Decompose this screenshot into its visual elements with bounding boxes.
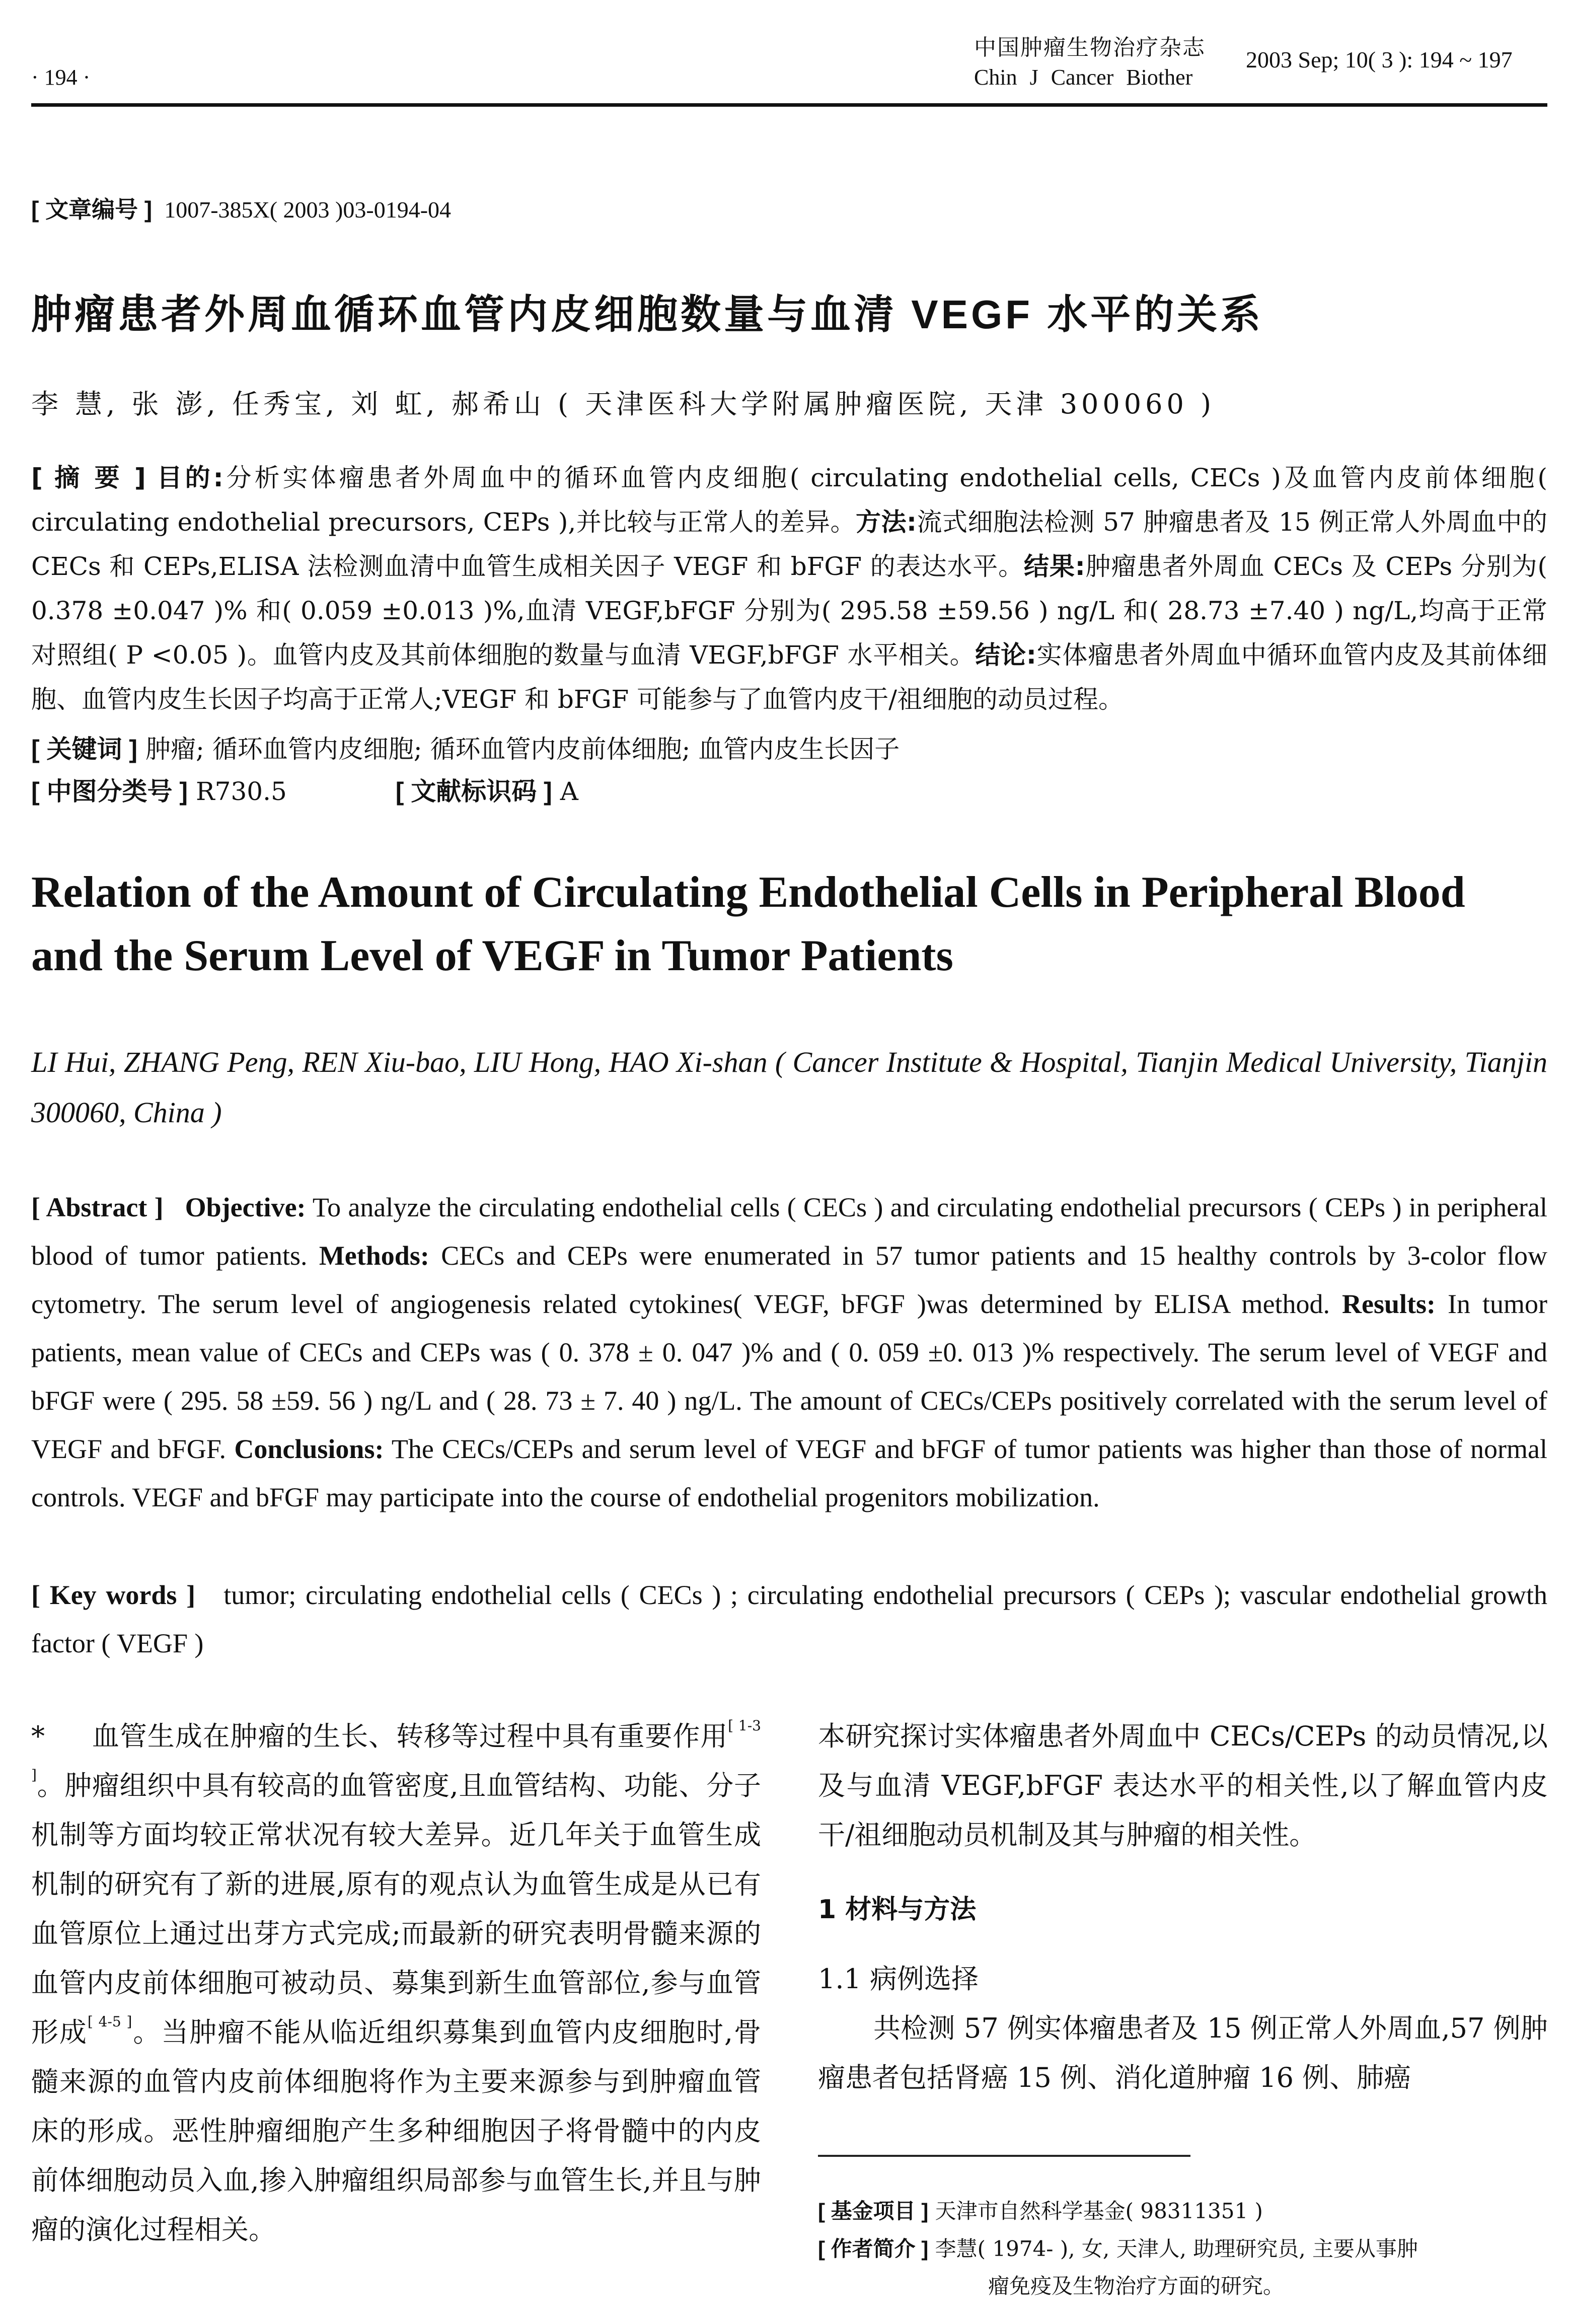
classification-row <box>31 771 578 808</box>
body-left-column <box>31 1712 761 2255</box>
fund-label: [ 基金项目 ] <box>818 2199 929 2223</box>
section-heading-1-1: 1.1 病例选择 <box>818 1963 979 1995</box>
methods-label-en: Methods: <box>319 1241 429 1271</box>
intro-text-b: 。肿瘤组织中具有较高的血管密度,且血管结构、功能、分子机制等方面均较正常状况有较大差异。近几年关于血管生成机制的研究有了新的进展,原有的观点认为血管生成是从已有血管原位上通过出芽方式完成;而最新的研究表明骨髓来源的血管内皮前体细胞可被动员、募集到新生血管部位,参与血管形成 <box>31 1770 761 2048</box>
objective-label-cn: 目的: <box>157 463 223 492</box>
methods-label-cn: 方法: <box>856 507 917 537</box>
conclusions-label-en: Conclusions: <box>234 1434 384 1464</box>
results-cn: 肿瘤患者外周血 CECs 及 CEPs 分别为( 0.378 ±0.047 )% 和( 0.059 ±0.013 )%,血清 VEGF,bFGF 分别为( 295.58 ±59.56 ) ng/L 和( 28.73 ±7.40 ) ng/L,均高于正常对照组( P <0.05 )。血管内皮及其前体细胞的数量与血清 VEGF,bFGF 水平相关。 <box>31 552 1548 670</box>
page-number: · 194 · <box>31 65 91 90</box>
title-en: Relation of the Amount of Circulating Endothelial Cells in Peripheral Blood and the Serum Level of VEGF in Tumor Patients <box>31 868 1465 980</box>
intro-continuation: 本研究探讨实体瘤患者外周血中 CECs/CEPs 的动员情况,以及与血清 VEGF,bFGF 表达水平的相关性,以了解血管内皮干/祖细胞动员机制及其与肿瘤的相关性。 <box>818 1720 1548 1851</box>
article-id <box>31 191 451 225</box>
journal-name-en: Chin J Cancer Biother <box>974 65 1193 90</box>
keywords-en-label: [ Key words ] <box>31 1580 196 1610</box>
clc-value: R730.5 <box>196 777 287 806</box>
abstract-en <box>31 1183 1547 1521</box>
intro-text-a: 血管生成在肿瘤的生长、转移等过程中具有重要作用 <box>92 1720 728 1752</box>
conclusions-en: The CECs/CEPs and serum level of VEGF and bFGF of tumor patients was higher than those of normal controls. VEGF and bFGF may participate into the course of endothelial progenitors mobilization. <box>31 1434 1548 1512</box>
journal-issue: 2003 Sep; 10( 3 ): 194 ~ 197 <box>1246 47 1513 72</box>
doc-code-value: A <box>560 777 578 806</box>
objective-cn: 分析实体瘤患者外周血中的循环血管内皮细胞( circulating endothelial cells, CECs )及血管内皮前体细胞( circulating endothelial precursors, CEPs ),并比较与正常人的差异。 <box>31 463 1547 537</box>
author-bio-footnote <box>818 2230 1548 2305</box>
keywords-en <box>31 1571 1547 1667</box>
abstract-cn <box>31 456 1547 721</box>
conclusion-label-cn: 结论: <box>975 640 1036 670</box>
objective-en: To analyze the circulating endothelial cells ( CECs ) and circulating endothelial precursors ( CEPs ) in peripheral blood of tumor patients. <box>31 1192 1548 1271</box>
keywords-cn <box>31 729 900 765</box>
methods-en: CECs and CEPs were enumerated in 57 tumor patients and 15 healthy controls by 3-color flow cytometry. The serum level of angiogenesis related cytokines( VEGF, bFGF )was determined by ELISA method. <box>31 1241 1548 1319</box>
citation-ref-1-3[interactable]: [ 1-3 ] <box>31 1717 761 1783</box>
clc-label: [ 中图分类号 ] <box>31 777 188 806</box>
methods-cn: 流式细胞法检测 57 肿瘤患者及 15 例正常人外周血中的 CECs 和 CEPs,ELISA 法检测血清中血管生成相关因子 VEGF 和 bFGF 的表达水平。 <box>31 507 1547 581</box>
doc-code-label: [ 文献标识码 ] <box>395 777 552 806</box>
fund-footnote <box>818 2193 1548 2230</box>
footnote-divider <box>818 2155 1190 2157</box>
body-right-column <box>818 1712 1548 2102</box>
bio-value-2: 瘤免疫及生物治疗方面的研究。 <box>988 2274 1285 2298</box>
keywords-cn-value: 肿瘤; 循环血管内皮细胞; 循环血管内皮前体细胞; 血管内皮生长因子 <box>145 735 900 764</box>
abstract-cn-label: [ 摘 要 ] <box>31 463 146 492</box>
objective-label-en: Objective: <box>185 1192 306 1222</box>
bio-label: [ 作者简介 ] <box>818 2237 929 2261</box>
abstract-en-label: [ Abstract ] <box>31 1192 164 1222</box>
authors-en: LI Hui, ZHANG Peng, REN Xiu-bao, LIU Hong, HAO Xi-shan ( Cancer Institute & Hospital, Tianjin Medical University, Tianjin 300060, China ) <box>31 1046 1547 1129</box>
journal-name-cn: 中国肿瘤生物治疗杂志 <box>974 35 1206 60</box>
intro-text-c: 。当肿瘤不能从临近组织募集到血管内皮细胞时,骨髓来源的血管内皮前体细胞将作为主要来源参与到肿瘤血管床的形成。恶性肿瘤细胞产生多种细胞因子将骨髓中的内皮前体细胞动员入血,掺入肿瘤组织局部参与血管生长,并且与肿瘤的演化过程相关。 <box>31 2016 761 2245</box>
section-heading-1: 1 材料与方法 <box>818 1895 977 1925</box>
title-cn: 肿瘤患者外周血循环血管内皮细胞数量与血清 VEGF 水平的关系 <box>31 292 1264 337</box>
bio-value-1: 李慧( 1974- ), 女, 天津人, 助理研究员, 主要从事肿 <box>935 2236 1418 2261</box>
results-label-en: Results: <box>1342 1289 1436 1319</box>
authors-cn: 李 慧, 张 澎, 任秀宝, 刘 虹, 郝希山 ( 天津医科大学附属肿瘤医院, 天津 300060 ) <box>31 388 1216 420</box>
results-label-cn: 结果: <box>1023 552 1085 581</box>
case-selection-text: 共检测 57 例实体瘤患者及 15 例正常人外周血,57 例肿瘤患者包括肾癌 15 例、消化道肿瘤 16 例、肺癌 <box>818 2012 1548 2093</box>
article-id-label: [ 文章编号 ] <box>31 196 153 223</box>
keywords-cn-label: [ 关键词 ] <box>31 735 138 763</box>
keywords-en-value: tumor; circulating endothelial cells ( CECs ) ; circulating endothelial precursors ( CEPs ); vascular endothelial growth factor ( VEGF ) <box>31 1580 1547 1658</box>
footnote-marker: * <box>31 1720 45 1752</box>
results-en: In tumor patients, mean value of CECs and CEPs was ( 0. 378 ± 0. 047 )% and ( 0. 059 ±0. 013 )% respectively. The serum level of VEGF and bFGF were ( 295. 58 ±59. 56 ) ng/L and ( 28. 73 ± 7. 40 ) ng/L. The amount of CECs/CEPs positively correlated with the serum level of VEGF and bFGF. <box>31 1289 1548 1464</box>
header-divider <box>31 103 1547 107</box>
conclusion-cn: 实体瘤患者外周血中循环血管内皮及其前体细胞、血管内皮生长因子均高于正常人;VEGF 和 bFGF 可能参与了血管内皮干/祖细胞的动员过程。 <box>31 640 1548 714</box>
article-id-value: 1007-385X( 2003 )03-0194-04 <box>164 197 452 223</box>
fund-value: 天津市自然科学基金( 98311351 ) <box>935 2199 1263 2223</box>
citation-ref-4-5[interactable]: [ 4-5 ] <box>87 2013 132 2030</box>
